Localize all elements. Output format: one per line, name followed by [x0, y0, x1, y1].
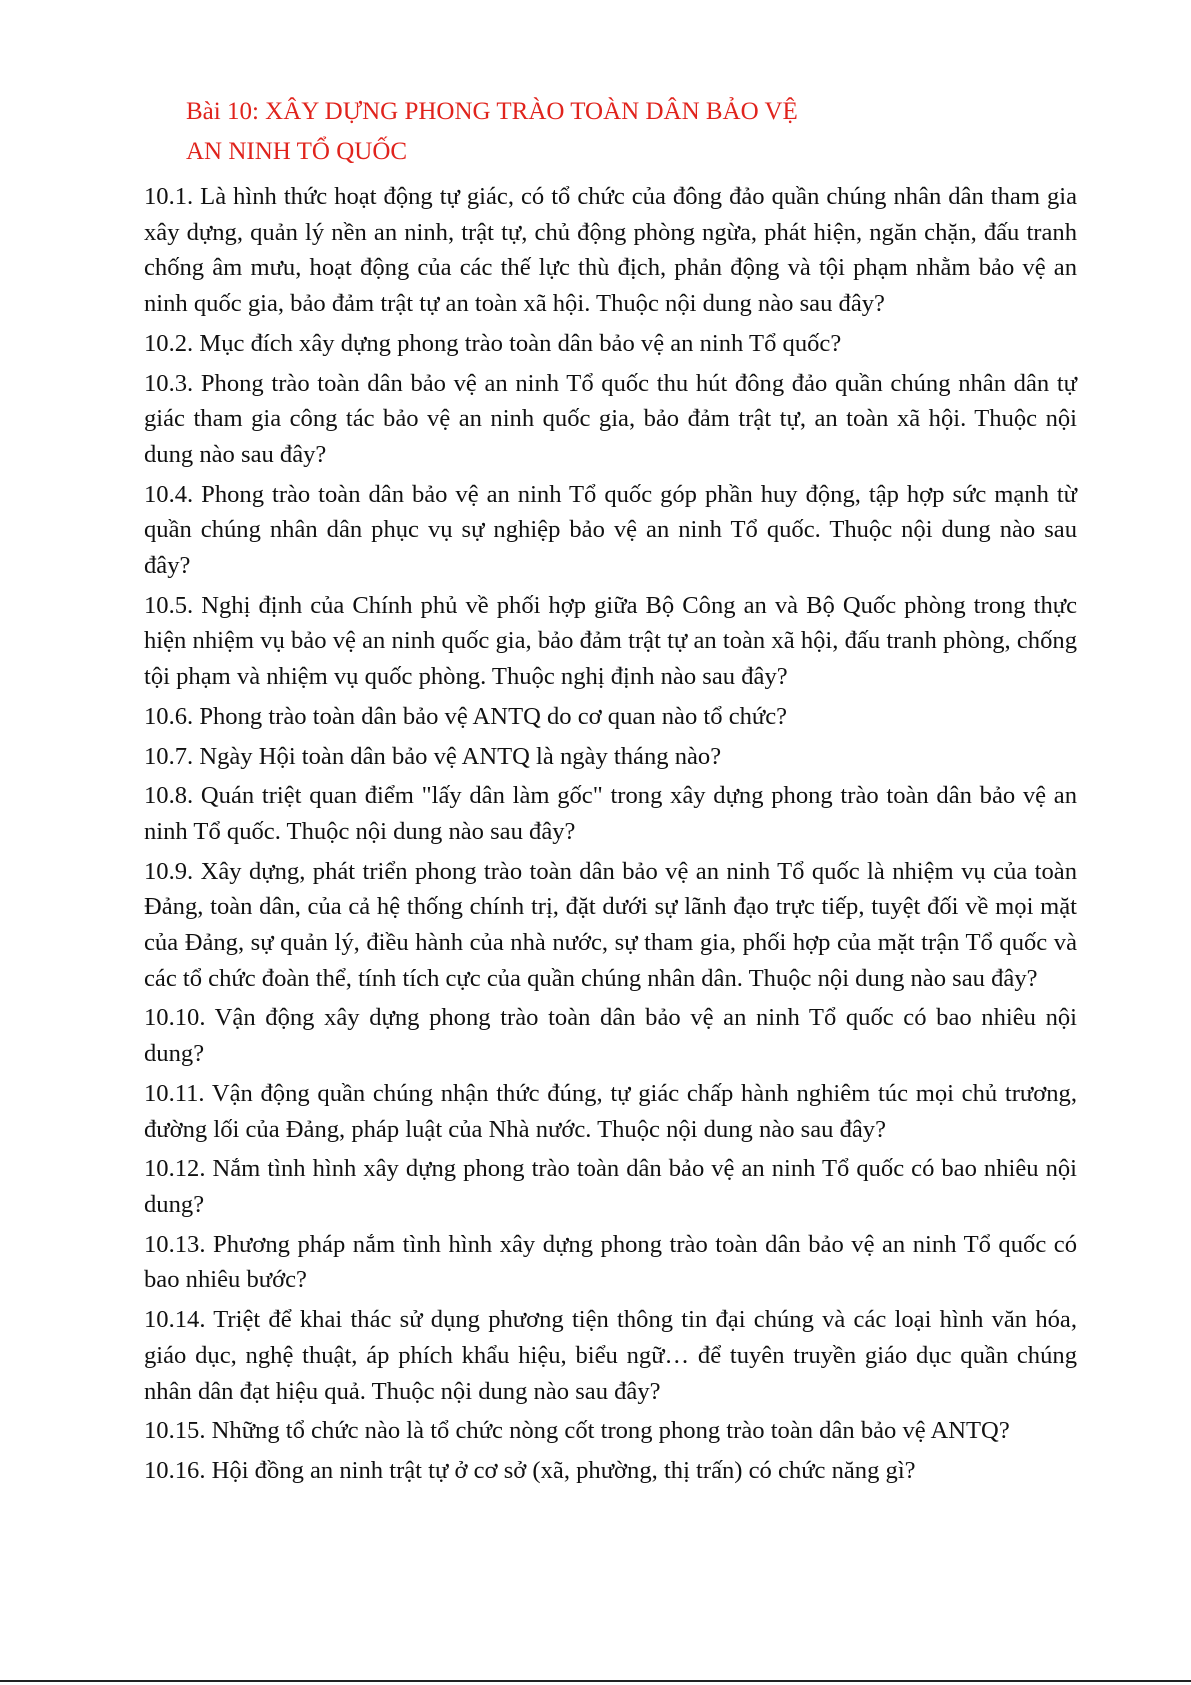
question-10-3: 10.3. Phong trào toàn dân bảo vệ an ninh Tổ quốc thu hút đông đảo quần chúng nhân dân tự giác tham gia công tác bảo vệ an ninh quốc gia, bảo đảm trật tự, an toàn xã hội. Thuộc nội dung nào sau đây?: [144, 369, 1077, 468]
question-10-14: 10.14. Triệt để khai thác sử dụng phương tiện thông tin đại chúng và các loại hình văn hóa, giáo dục, nghệ thuật, áp phích khẩu hiệu, biểu ngữ… để tuyên truyền giáo dục quần chúng nhân dân đạt hiệu quả. Thuộc nội dung nào sau đây?: [144, 1306, 1077, 1405]
question-10-15: 10.15. Những tổ chức nào là tổ chức nòng cốt trong phong trào toàn dân bảo vệ ANTQ?: [144, 1417, 1010, 1445]
question-10-11: 10.11. Vận động quần chúng nhận thức đúng, tự giác chấp hành nghiêm túc mọi chủ trương, đường lối của Đảng, pháp luật của Nhà nước. Thuộc nội dung nào sau đây?: [144, 1079, 1077, 1143]
question-10-9: 10.9. Xây dựng, phát triển phong trào toàn dân bảo vệ an ninh Tổ quốc là nhiệm vụ của toàn Đảng, toàn dân, của cả hệ thống chính trị, đặt dưới sự lãnh đạo trực tiếp, tuyệt đối về mọi mặt của Đảng, sự quản lý, điều hành của nhà nước, sự tham gia, phối hợp của mặt trận Tổ quốc và các tổ chức đoàn thể, tính tích cực của quần chúng nhân dân. Thuộc nội dung nào sau đây?: [144, 857, 1077, 992]
question-10-5: 10.5. Nghị định của Chính phủ về phối hợp giữa Bộ Công an và Bộ Quốc phòng trong thực hiện nhiệm vụ bảo vệ an ninh quốc gia, bảo đảm trật tự an toàn xã hội, đấu tranh phòng, chống tội phạm và nhiệm vụ quốc phòng. Thuộc nghị định nào sau đây?: [144, 591, 1077, 691]
lesson-title-line-2: AN NINH TỔ QUỐC: [186, 138, 408, 165]
question-10-12: 10.12. Nắm tình hình xây dựng phong trào toàn dân bảo vệ an ninh Tổ quốc có bao nhiêu nội dung?: [144, 1155, 1077, 1218]
question-10-8: 10.8. Quán triệt quan điểm "lấy dân làm gốc" trong xây dựng phong trào toàn dân bảo vệ an ninh Tổ quốc. Thuộc nội dung nào sau đây?: [144, 782, 1077, 845]
question-10-10: 10.10. Vận động xây dựng phong trào toàn dân bảo vệ an ninh Tổ quốc có bao nhiêu nội dung?: [144, 1004, 1077, 1068]
question-10-16: 10.16. Hội đồng an ninh trật tự ở cơ sở (xã, phường, thị trấn) có chức năng gì?: [144, 1456, 916, 1484]
question-10-1: 10.1. Là hình thức hoạt động tự giác, có tổ chức của đông đảo quần chúng nhân dân tham gia xây dựng, quản lý nền an ninh, trật tự, chủ động phòng ngừa, phát hiện, ngăn chặn, đấu tranh chống âm mưu, hoạt động của các thế lực thù địch, phản động và tội phạm nhằm bảo vệ an ninh quốc gia, bảo đảm trật tự an toàn xã hội. Thuộc nội dung nào sau đây?: [144, 183, 1077, 318]
lesson-title: [186, 92, 1086, 172]
lesson-title-line-1: Bài 10: XÂY DỰNG PHONG TRÀO TOÀN DÂN BẢO VỆ: [186, 98, 798, 125]
question-list: [144, 179, 1077, 1493]
question-10-2: 10.2. Mục đích xây dựng phong trào toàn dân bảo vệ an ninh Tổ quốc?: [144, 329, 842, 357]
question-10-7: 10.7. Ngày Hội toàn dân bảo vệ ANTQ là ngày tháng nào?: [144, 742, 722, 770]
page-bottom-rule: [0, 1680, 1191, 1682]
question-10-4: 10.4. Phong trào toàn dân bảo vệ an ninh Tổ quốc góp phần huy động, tập hợp sức mạnh từ quần chúng nhân dân phục vụ sự nghiệp bảo vệ an ninh Tổ quốc. Thuộc nội dung nào sau đây?: [144, 480, 1077, 580]
question-10-13: 10.13. Phương pháp nắm tình hình xây dựng phong trào toàn dân bảo vệ an ninh Tổ quốc có bao nhiêu bước?: [144, 1230, 1077, 1294]
question-10-6: 10.6. Phong trào toàn dân bảo vệ ANTQ do cơ quan nào tổ chức?: [144, 702, 788, 730]
